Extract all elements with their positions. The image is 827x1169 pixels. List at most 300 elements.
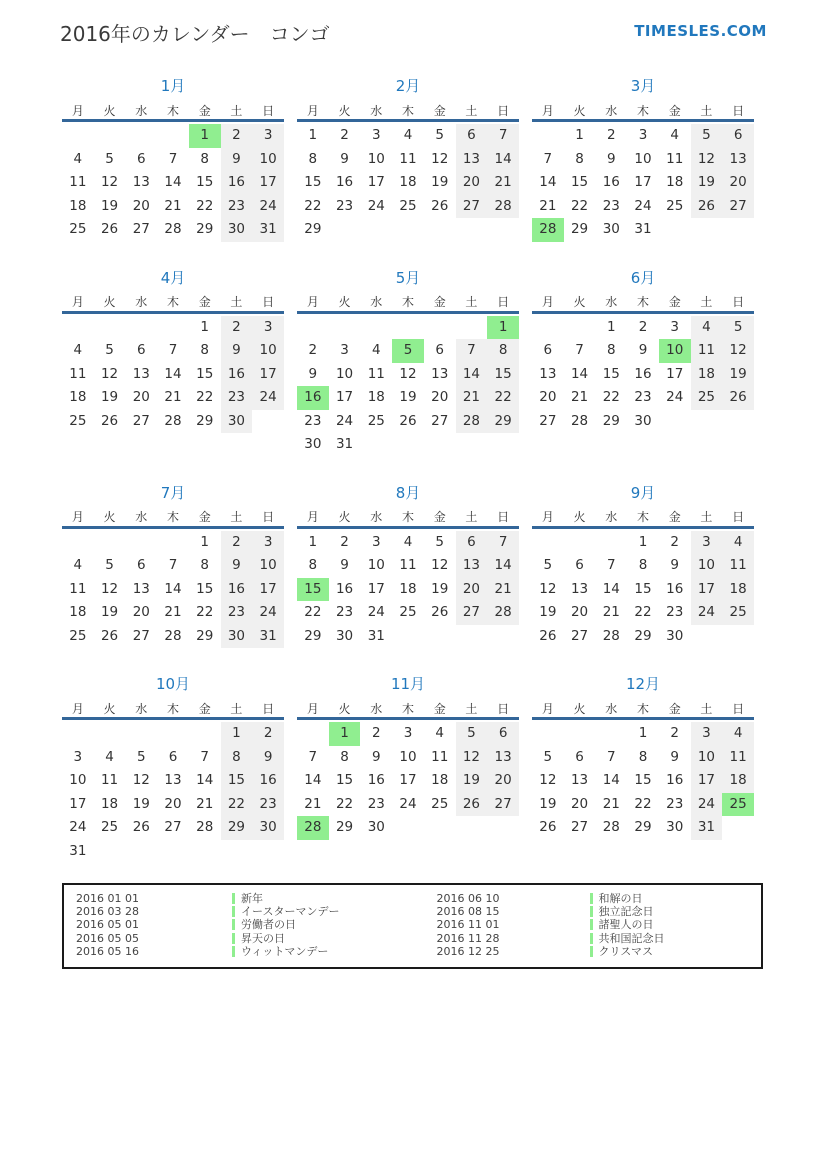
week-row <box>297 433 519 457</box>
day-cell: 25 <box>367 412 385 429</box>
day-cell: 8 <box>200 342 209 358</box>
week-row <box>62 386 284 410</box>
day-cell: 28 <box>164 221 182 237</box>
weekend-day-cell: 1 <box>221 722 253 746</box>
weekday-label: 金 <box>198 103 211 118</box>
weekend-day-cell: 14 <box>487 554 519 578</box>
weekend-day-cell: 13 <box>487 746 519 770</box>
empty-day-cell <box>125 316 157 340</box>
day-cell: 5 <box>136 748 146 765</box>
weekend-day-cell: 5 <box>456 722 488 746</box>
weekend-day-cell: 8 <box>221 746 253 770</box>
weekend-day-cell: 4 <box>722 531 754 555</box>
weekend-day-cell: 13 <box>722 148 754 172</box>
weekend-day-cell: 31 <box>252 625 284 649</box>
weekday-label: 日 <box>262 103 275 118</box>
day-cell: 27 <box>132 221 150 237</box>
week-row <box>532 124 754 148</box>
month-weeks <box>297 122 519 242</box>
weekday-label: 木 <box>636 701 649 716</box>
weekday-label: 火 <box>103 701 116 716</box>
weekday-label: 土 <box>230 295 243 309</box>
weekend-day-cell: 17 <box>252 578 284 602</box>
holiday-day-cell: 28 <box>532 218 564 242</box>
empty-day-cell <box>297 316 329 340</box>
weekend-day-cell: 14 <box>487 148 519 172</box>
day-cell: 24 <box>69 819 87 835</box>
day-cell: 19 <box>100 604 119 620</box>
week-row <box>62 578 284 602</box>
day-cell: 21 <box>539 197 557 214</box>
day-cell: 23 <box>634 389 652 405</box>
weekday-label: 土 <box>700 510 713 524</box>
month-block <box>62 675 284 863</box>
weekday-label: 土 <box>465 701 478 716</box>
day-cell: 23 <box>335 604 354 620</box>
day-cell: 23 <box>666 795 684 812</box>
week-row <box>532 625 754 649</box>
holiday-day-cell: 15 <box>297 578 329 602</box>
legend-column-right <box>413 892 762 958</box>
day-cell: 10 <box>367 150 385 167</box>
day-cell: 6 <box>168 748 178 765</box>
month-title: 8月 <box>395 483 421 502</box>
weekday-label: 月 <box>541 295 554 309</box>
day-cell: 7 <box>168 557 178 573</box>
day-cell: 5 <box>105 557 114 573</box>
month-block <box>532 269 754 434</box>
day-cell: 29 <box>634 819 652 835</box>
weekday-label: 日 <box>732 103 745 118</box>
day-cell: 8 <box>638 748 648 765</box>
week-row <box>532 769 754 793</box>
weekend-day-cell: 12 <box>722 339 754 363</box>
week-row <box>532 531 754 555</box>
weekend-day-cell: 20 <box>456 578 488 602</box>
day-cell: 7 <box>543 150 553 167</box>
week-row <box>532 793 754 817</box>
day-cell: 19 <box>539 604 557 620</box>
day-cell: 6 <box>575 557 584 573</box>
weekend-day-cell: 17 <box>252 171 284 195</box>
empty-day-cell <box>360 316 392 340</box>
day-cell: 11 <box>399 150 417 167</box>
day-cell: 16 <box>367 772 385 788</box>
weekday-header-row <box>532 699 754 720</box>
day-cell: 14 <box>539 174 557 190</box>
day-cell: 6 <box>435 342 444 358</box>
empty-day-cell <box>157 316 189 340</box>
weekday-label: 日 <box>262 701 275 716</box>
weekend-day-cell: 24 <box>691 793 723 817</box>
day-cell: 24 <box>367 197 385 214</box>
weekend-day-cell: 10 <box>252 554 284 578</box>
day-cell: 15 <box>602 365 620 382</box>
day-cell: 4 <box>435 725 444 741</box>
day-cell: 26 <box>399 412 417 429</box>
weekday-label: 金 <box>668 295 681 309</box>
weekday-label: 木 <box>166 103 179 118</box>
day-cell: 26 <box>132 819 150 835</box>
day-cell: 26 <box>100 221 119 237</box>
weekend-day-cell: 23 <box>252 793 284 817</box>
day-cell: 29 <box>196 412 214 429</box>
site-logo-link[interactable]: TIMESLES.COM <box>634 22 767 40</box>
legend-entry <box>413 932 762 945</box>
weekend-day-cell: 11 <box>722 746 754 770</box>
empty-day-cell <box>595 531 627 555</box>
day-cell: 1 <box>308 127 318 143</box>
weekday-label: 月 <box>306 510 319 524</box>
weekday-label: 火 <box>573 701 586 716</box>
weekend-day-cell: 21 <box>456 386 488 410</box>
day-cell: 16 <box>335 174 354 190</box>
day-cell: 22 <box>304 197 322 214</box>
weekday-label: 土 <box>465 510 478 524</box>
day-cell: 22 <box>196 389 214 405</box>
empty-day-cell <box>424 816 456 840</box>
weekend-day-cell: 29 <box>221 816 253 840</box>
week-row <box>62 793 284 817</box>
day-cell: 13 <box>539 365 557 382</box>
day-cell: 15 <box>335 772 354 788</box>
weekend-day-cell: 16 <box>252 769 284 793</box>
holiday-color-bar <box>590 946 593 957</box>
weekend-day-cell: 2 <box>252 722 284 746</box>
day-cell: 18 <box>69 389 87 405</box>
empty-day-cell <box>189 722 221 746</box>
empty-day-cell <box>125 722 157 746</box>
day-cell: 29 <box>634 627 652 644</box>
day-cell: 17 <box>367 174 385 190</box>
day-cell: 4 <box>105 748 114 765</box>
day-cell: 8 <box>308 557 318 573</box>
day-cell: 18 <box>399 174 417 190</box>
weekday-label: 火 <box>338 295 351 309</box>
weekend-day-cell: 23 <box>221 601 253 625</box>
day-cell: 5 <box>543 748 553 765</box>
week-row <box>297 578 519 602</box>
day-cell: 10 <box>335 365 354 382</box>
empty-day-cell <box>94 722 126 746</box>
week-row <box>532 410 754 434</box>
weekday-label: 木 <box>401 510 414 524</box>
empty-day-cell <box>94 124 126 148</box>
weekday-label: 日 <box>497 103 510 118</box>
weekday-label: 火 <box>103 103 116 118</box>
weekend-day-cell: 10 <box>691 554 723 578</box>
day-cell: 22 <box>196 604 214 620</box>
day-cell: 28 <box>602 627 620 644</box>
legend-date: 2016 11 28 <box>436 931 500 945</box>
week-row <box>62 722 284 746</box>
empty-day-cell <box>392 218 424 242</box>
weekday-label: 月 <box>306 701 319 716</box>
day-cell: 24 <box>634 197 652 214</box>
legend-holiday-name: イースターマンデー <box>241 905 340 919</box>
weekday-label: 月 <box>71 510 84 524</box>
weekday-label: 水 <box>135 510 148 524</box>
weekend-day-cell: 16 <box>221 578 253 602</box>
day-cell: 23 <box>304 412 322 429</box>
weekday-label: 日 <box>732 295 745 309</box>
day-cell: 12 <box>539 772 557 788</box>
day-cell: 31 <box>367 627 385 644</box>
weekend-day-cell: 26 <box>691 195 723 219</box>
month-block <box>297 484 519 649</box>
weekday-label: 木 <box>636 295 649 309</box>
week-row <box>297 746 519 770</box>
week-row <box>297 793 519 817</box>
day-cell: 3 <box>371 533 381 550</box>
weekend-day-cell: 17 <box>252 363 284 387</box>
week-row <box>297 218 519 242</box>
day-cell: 28 <box>164 627 182 644</box>
empty-day-cell <box>722 218 754 242</box>
day-cell: 10 <box>399 748 417 765</box>
weekend-day-cell: 6 <box>456 124 488 148</box>
day-cell: 7 <box>308 748 318 765</box>
day-cell: 13 <box>570 772 589 788</box>
weekend-day-cell: 18 <box>691 363 723 387</box>
weekend-day-cell: 24 <box>252 386 284 410</box>
week-row <box>297 386 519 410</box>
empty-day-cell <box>456 816 488 840</box>
weekend-day-cell: 31 <box>691 816 723 840</box>
weekend-day-cell: 28 <box>487 195 519 219</box>
legend-column-left <box>64 892 413 958</box>
week-row <box>297 601 519 625</box>
legend-holiday-name: 独立記念日 <box>598 905 654 919</box>
day-cell: 9 <box>670 748 679 765</box>
month-weeks <box>532 720 754 840</box>
weekday-label: 金 <box>433 103 446 118</box>
week-row <box>62 339 284 363</box>
weekend-day-cell: 7 <box>456 339 488 363</box>
weekend-day-cell: 10 <box>252 339 284 363</box>
empty-day-cell <box>297 722 329 746</box>
month-title: 7月 <box>160 483 186 502</box>
weekend-day-cell: 30 <box>221 625 253 649</box>
empty-day-cell <box>157 124 189 148</box>
month-title: 1月 <box>160 77 186 95</box>
weekday-label: 月 <box>71 103 84 118</box>
day-cell: 1 <box>200 533 209 550</box>
day-cell: 2 <box>606 127 616 143</box>
day-cell: 12 <box>132 772 150 788</box>
day-cell: 3 <box>340 342 349 358</box>
empty-day-cell <box>722 625 754 649</box>
legend-date: 2016 08 15 <box>436 905 500 919</box>
weekend-day-cell: 29 <box>487 410 519 434</box>
empty-day-cell <box>691 625 723 649</box>
day-cell: 1 <box>606 318 616 335</box>
week-row <box>62 410 284 434</box>
day-cell: 27 <box>132 412 150 429</box>
weekday-label: 土 <box>230 701 243 716</box>
weekday-label: 火 <box>573 510 586 524</box>
day-cell: 4 <box>73 557 83 573</box>
day-cell: 18 <box>399 580 417 597</box>
empty-day-cell <box>456 316 488 340</box>
day-cell: 6 <box>136 557 146 573</box>
day-cell: 19 <box>132 795 150 812</box>
day-cell: 19 <box>431 580 449 597</box>
weekday-label: 木 <box>166 510 179 524</box>
day-cell: 20 <box>570 795 589 812</box>
day-cell: 25 <box>666 197 684 214</box>
empty-day-cell <box>157 722 189 746</box>
empty-day-cell <box>125 840 157 864</box>
day-cell: 11 <box>69 174 87 190</box>
day-cell: 20 <box>539 389 557 405</box>
weekday-label: 木 <box>636 510 649 524</box>
weekday-label: 金 <box>668 103 681 118</box>
weekend-day-cell: 5 <box>722 316 754 340</box>
empty-day-cell <box>62 124 94 148</box>
holiday-color-bar <box>590 893 593 904</box>
month-block <box>297 77 519 242</box>
day-cell: 12 <box>100 174 119 190</box>
empty-day-cell <box>532 316 564 340</box>
weekday-label: 火 <box>573 103 586 118</box>
empty-day-cell <box>456 218 488 242</box>
holiday-day-cell: 1 <box>487 316 519 340</box>
weekday-label: 木 <box>401 103 414 118</box>
day-cell: 12 <box>399 365 417 382</box>
day-cell: 27 <box>570 819 589 835</box>
weekend-day-cell: 9 <box>221 554 253 578</box>
day-cell: 25 <box>69 412 87 429</box>
day-cell: 2 <box>340 533 349 550</box>
weekend-day-cell: 10 <box>691 746 723 770</box>
day-cell: 27 <box>539 412 557 429</box>
day-cell: 21 <box>164 604 182 620</box>
page-header <box>0 0 827 47</box>
day-cell: 5 <box>105 342 114 358</box>
holiday-legend <box>62 883 763 969</box>
page-title: 2016年のカレンダー コンゴ <box>60 22 330 46</box>
empty-day-cell <box>157 531 189 555</box>
legend-date: 2016 11 01 <box>436 918 500 932</box>
legend-entry <box>413 945 762 958</box>
legend-entry <box>64 892 413 905</box>
day-cell: 19 <box>100 389 119 405</box>
empty-day-cell <box>456 625 488 649</box>
weekend-day-cell: 7 <box>487 124 519 148</box>
holiday-day-cell: 1 <box>329 722 361 746</box>
legend-date: 2016 05 05 <box>76 931 139 945</box>
day-cell: 11 <box>69 580 87 597</box>
day-cell: 13 <box>164 772 182 788</box>
day-cell: 19 <box>539 795 557 812</box>
month-title: 4月 <box>160 268 186 287</box>
day-cell: 8 <box>200 150 209 167</box>
day-cell: 14 <box>304 772 322 788</box>
month-weeks <box>297 529 519 649</box>
day-cell: 15 <box>304 174 322 190</box>
week-row <box>62 554 284 578</box>
weekday-label: 日 <box>732 701 745 716</box>
day-cell: 27 <box>570 627 589 644</box>
weekend-day-cell: 15 <box>487 363 519 387</box>
week-row <box>532 816 754 840</box>
day-cell: 22 <box>570 197 589 214</box>
weekday-label: 日 <box>497 701 510 716</box>
weekend-day-cell: 21 <box>487 578 519 602</box>
month-title: 11月 <box>390 675 426 693</box>
week-row <box>297 531 519 555</box>
month-title: 6月 <box>630 268 656 287</box>
day-cell: 15 <box>570 174 589 190</box>
legend-date: 2016 03 28 <box>76 905 139 919</box>
day-cell: 17 <box>367 580 385 597</box>
weekend-day-cell: 11 <box>691 339 723 363</box>
weekend-day-cell: 12 <box>456 746 488 770</box>
day-cell: 22 <box>196 197 214 214</box>
day-cell: 29 <box>335 819 354 835</box>
week-row <box>297 722 519 746</box>
day-cell: 7 <box>168 150 178 167</box>
day-cell: 9 <box>638 342 648 358</box>
empty-day-cell <box>189 840 221 864</box>
months-grid <box>62 77 767 863</box>
empty-day-cell <box>392 316 424 340</box>
day-cell: 5 <box>105 150 114 167</box>
weekend-day-cell: 26 <box>456 793 488 817</box>
day-cell: 30 <box>666 819 684 835</box>
weekday-label: 水 <box>605 701 618 716</box>
weekday-header-row <box>532 293 754 314</box>
week-row <box>532 218 754 242</box>
day-cell: 30 <box>666 627 684 644</box>
week-row <box>532 746 754 770</box>
month-weeks <box>62 122 284 242</box>
day-cell: 29 <box>602 412 620 429</box>
empty-day-cell <box>424 316 456 340</box>
day-cell: 3 <box>638 127 648 143</box>
day-cell: 5 <box>435 127 444 143</box>
month-weeks <box>532 122 754 242</box>
day-cell: 20 <box>431 389 449 405</box>
empty-day-cell <box>722 816 754 840</box>
weekday-label: 金 <box>198 295 211 309</box>
day-cell: 14 <box>602 772 620 788</box>
day-cell: 18 <box>100 795 119 812</box>
week-row <box>62 124 284 148</box>
empty-day-cell <box>329 316 361 340</box>
day-cell: 4 <box>73 150 83 167</box>
weekend-day-cell: 9 <box>221 148 253 172</box>
day-cell: 28 <box>196 819 214 835</box>
day-cell: 7 <box>606 557 616 573</box>
weekend-day-cell: 6 <box>487 722 519 746</box>
day-cell: 11 <box>100 772 119 788</box>
day-cell: 25 <box>69 627 87 644</box>
day-cell: 15 <box>196 365 214 382</box>
holiday-day-cell: 16 <box>297 386 329 410</box>
day-cell: 30 <box>367 819 385 835</box>
day-cell: 10 <box>367 557 385 573</box>
day-cell: 26 <box>539 819 557 835</box>
empty-day-cell <box>424 433 456 457</box>
weekend-day-cell: 27 <box>456 601 488 625</box>
weekday-label: 日 <box>732 510 745 524</box>
weekday-header-row <box>297 293 519 314</box>
day-cell: 11 <box>431 748 449 765</box>
legend-entry <box>413 892 762 905</box>
day-cell: 10 <box>634 150 652 167</box>
